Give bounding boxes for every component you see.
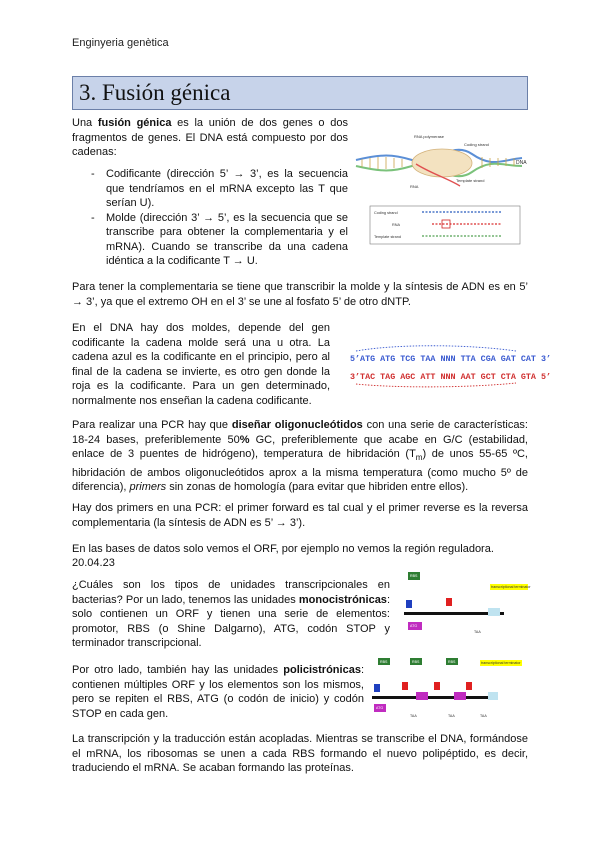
gene-box-1 [402,682,408,690]
orf-paragraph: En las bases de datos solo vemos el ORF, por ejemplo no vemos la región reguladora. [72,543,494,555]
date-stamp: 20.04.23 [72,557,115,569]
atg-box-2 [416,692,428,700]
stop-label: TAA [474,630,481,634]
promoter-box [406,600,412,608]
gene-box [446,598,452,606]
template-arrow [356,383,516,387]
coding-arrow [356,346,516,351]
rbs-label: RBS [410,574,418,578]
stop-label-1: TAA [410,714,417,718]
term-disenar-oligos: diseñar oligonucleótidos [231,419,363,431]
terminator-end [488,608,500,616]
dna-line [372,696,496,699]
section-title: 3. Fusión génica [79,80,231,105]
dna-helix [356,149,522,186]
primers-paragraph: Hay dos primers en una PCR: el primer forward es tal cual y el primer reverse es la reversa complementaria (la síntesis de ADN es 5’ → 3’). [72,502,528,529]
transcription-figure [352,128,532,248]
terminator-label: transcriptional terminator [491,585,531,589]
polycistronic-paragraph: Por otro lado, también hay las unidades policistrónicas: contienen múltiples ORF y los elementos son los mismos, pero se repiten el RBS, ATG (o codón de inicio) y codón STOP en cada gen. [72,664,364,720]
intro-paragraph: Una fusión génica es la unión de dos genes o dos fragmentos de genes. El DNA está compuesto por dos cadenas: [72,117,348,158]
label-coding-strand: Coding strand [464,142,489,147]
term-policistronicas: policistrónicas [283,664,361,676]
atg-label: ATG [410,624,418,628]
promoter-box [374,684,380,692]
pcr-paragraph: Para realizar una PCR hay que diseñar oligonucleótidos con una serie de características: 18-24 bases, preferiblemente 50% GC, preferiblemente que acabe en G/C (estabilidad, enlace de 3 puentes de hidrógeno), temperatura de hibridación $(T_m)$ de unos 55-65 ºC, hibridación de ambos oligonucleótidos aprox a la misma temperatura (como mucho 5º de diferencia), primers sin zonas de homología (para evitar que hibriden entre ellos). [72,419,528,494]
atg-box-3 [454,692,466,700]
page-header: Enginyeria genètica [72,37,169,49]
box-label-template: Template strand [374,235,402,239]
label-rna: RNA [410,184,419,189]
polycistronic-diagram: RBS RBS RBS transcriptional terminator ATG TAA TAA TAA [370,656,530,722]
label-rna-polymerase: RNA polymerase [414,134,445,139]
sequence-top-strand: 5’ATG ATG TCG TAA NNN TTA CGA GAT CAT 3’ [350,354,552,364]
sequence-arrows [336,340,532,388]
list-item: - Codificante (dirección 5’ → 3’, es la secuencia que tendríamos en el mRNA excepto las T que serían U). [88,167,348,211]
section-title-box [72,76,528,110]
box-label-coding: Coding strand [374,211,398,215]
box-label-rna: RNA [392,223,401,227]
stop-label-2: TAA [448,714,455,718]
stop-label-3: TAA [480,714,487,718]
rna-polymerase-bubble [412,149,472,177]
gene-box-3 [466,682,472,690]
coupled-paragraph: La transcripción y la traducción están acopladas. Mientras se transcribe el DNA, formándose el mRNA, los ribosomas se unen a cada RBS formando el nuevo polipéptido, es decir, traduciendo el mRNA. Se acaban formando las proteínas. [72,733,528,774]
strand-list [88,167,348,269]
terminator-end [488,692,498,700]
sequence-figure [336,340,552,388]
list-item: - Molde (dirección 3’ → 5’, es la secuencia que se transcribe para obtener la complementaria y el mRNA). Cuando se transcribe da una cadena idéntica a la codificante T → U. [88,211,348,269]
term-monocistronicas: monocistrónicas [298,593,387,606]
sequence-bottom-strand: 3’TAC TAG AGC ATT NNN AAT GCT CTA GTA 5’ [350,372,552,382]
complement-paragraph: Para tener la complementaria se tiene que transcribir la molde y la síntesis de ADN es en 5’ → 3’, ya que el extremo OH en el 3’ se une al fosfato 5’ de otro dNTP. [72,281,528,308]
monocistronic-diagram [400,568,530,640]
label-template-strand: Template strand [456,178,485,183]
label-dna: DNA [516,160,527,166]
two-templates-paragraph: En el DNA hay dos moldes, depende del gen codificante la cadena molde será una u otra. La cadena azul es la codificante en el principio, pero al final de la cadena se invierte, es otro gen donde la roja es la codificante. Para un gen determinado, normalmente nos enseñan la cadena codificante. [72,322,330,407]
monocistronic-paragraph: ¿Cuáles son los tipos de unidades transcripcionales en bacterias? Por un lado, tenemos las unidades monocistrónicas: solo contienen un ORF y tienen una serie de elementos: promotor, RBS (o Shine Dalgarno), ATG, codón STOP y terminador transcripcional. [72,579,390,649]
gene-box-2 [434,682,440,690]
term-fusion-genica: fusión génica [97,117,172,129]
